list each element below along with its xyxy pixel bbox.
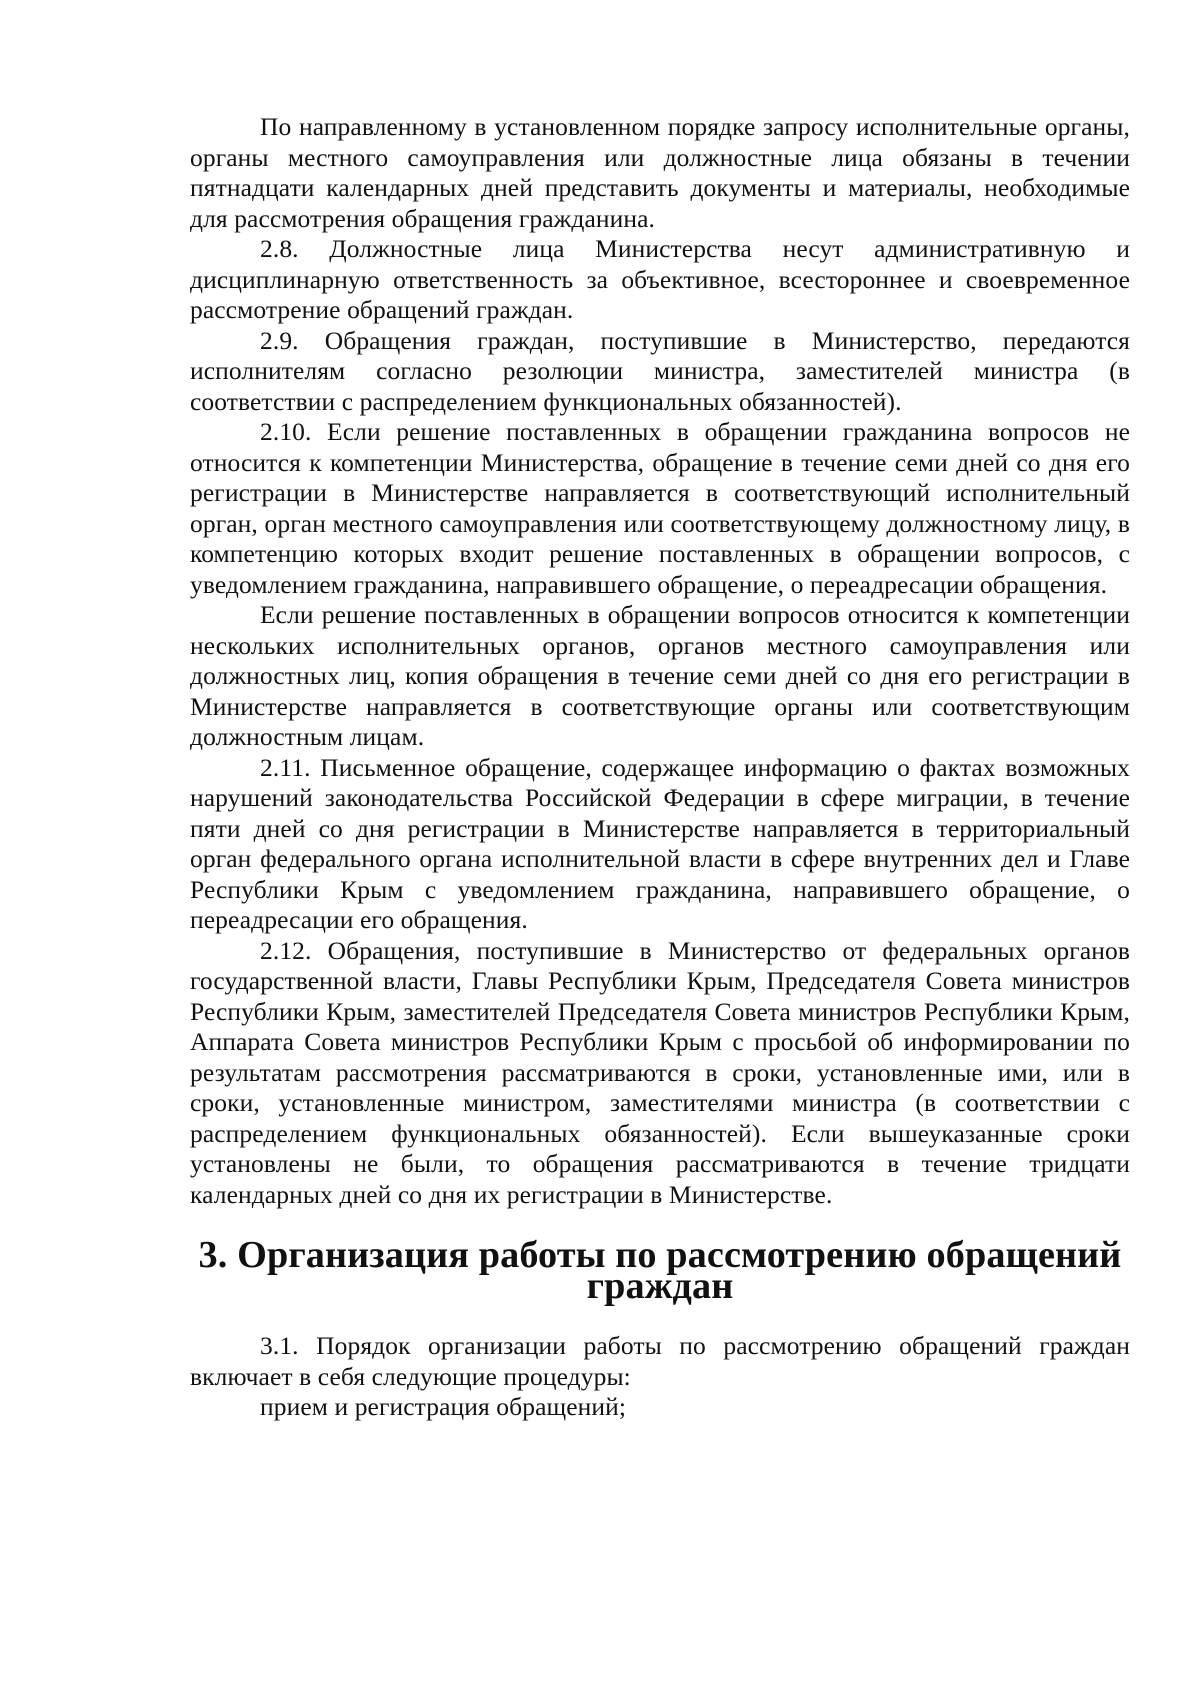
- paragraph-2-12: 2.12. Обращения, поступившие в Министерство от федеральных органов государственной власти, Главы Республики Крым, Председателя Совета министров Республики Крым, заместителей Председателя Совета министров Республики Крым, Аппарата Совета министров Республики Крым с просьбой об информировании по результатам рассмотрения рассматриваются в сроки, установленные ими, или в сроки, установленные министром, заместителями министра (в соответствии с распределением функциональных обязанностей). Если вышеуказанные сроки установлены не были, то обращения рассматриваются в течение тридцати календарных дней со дня их регистрации в Министерстве.: [190, 935, 1130, 1209]
- paragraph-2-11: 2.11. Письменное обращение, содержащее информацию о фактах возможных нарушений законодательства Российской Федерации в сфере миграции, в течение пяти дней со дня регистрации в Министерстве направляется в территориальный орган федерального органа исполнительной власти в сфере внутренних дел и Главе Республики Крым с уведомлением гражданина, направившего обращение, о переадресации его обращения.: [190, 752, 1130, 934]
- paragraph-2-8: 2.8. Должностные лица Министерства несут административную и дисциплинарную ответственность за объективное, всестороннее и своевременное рассмотрение обращений граждан.: [190, 234, 1130, 324]
- paragraph-2-10: 2.10. Если решение поставленных в обращении гражданина вопросов не относится к компетенции Министерства, обращение в течение семи дней со дня его регистрации в Министерстве направляется в соответствующий исполнительный орган, орган местного самоуправления или соответствующему должностному лицу, в компетенцию которых входит решение поставленных в обращении вопросов, с уведомлением гражданина, направившего обращение, о переадресации обращения.: [190, 417, 1130, 599]
- list-item-reception-registration: прием и регистрация обращений;: [260, 1392, 627, 1421]
- paragraph-2-10-multiple-organs: Если решение поставленных в обращении вопросов относится к компетенции нескольких исполнительных органов, органов местного самоуправления или должностных лиц, копия обращения в течение семи дней со дня его регистрации в Министерстве направляется в соответствующие органы или соответствующим должностным лицам.: [190, 600, 1130, 751]
- document-body: [190, 112, 1130, 1423]
- paragraph-3-1: 3.1. Порядок организации работы по рассмотрению обращений граждан включает в себя следующие процедуры:: [190, 1331, 1130, 1391]
- paragraph-2-9: 2.9. Обращения граждан, поступившие в Министерство, передаются исполнителям согласно резолюции министра, заместителей министра (в соответствии с распределением функциональных обязанностей).: [190, 325, 1130, 416]
- section-3-heading: 3. Организация работы по рассмотрению обращений граждан: [198, 1234, 1122, 1307]
- paragraph-request-documents: По направленному в установленном порядке запросу исполнительные органы, органы местного самоуправления или должностные лица обязаны в течении пятнадцати календарных дней представить документы и материалы, необходимые для рассмотрения обращения гражданина.: [190, 112, 1130, 233]
